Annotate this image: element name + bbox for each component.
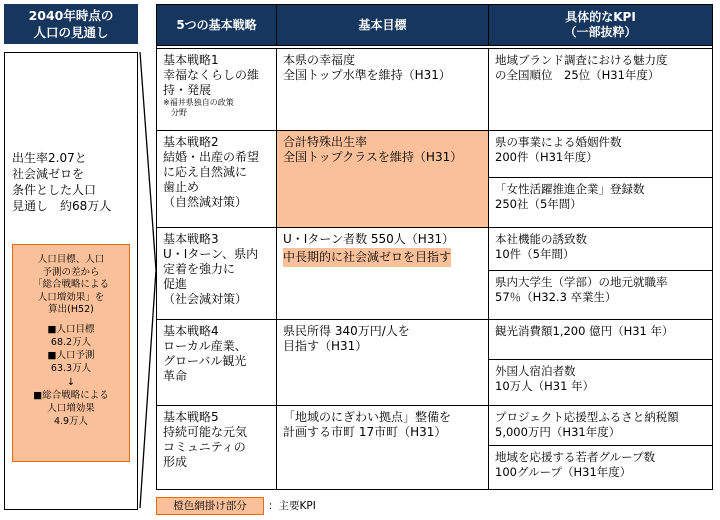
goal-cell: 本県の幸福度 全国トップ水準を維持（H31）: [277, 49, 489, 131]
header-basic-goals: 基本目標: [277, 5, 489, 46]
kpi-cell: [489, 228, 713, 320]
population-forecast-value: 63.3万人: [50, 363, 92, 374]
population-target-label: ■人口目標: [47, 324, 95, 335]
population-target-value: 68.2万人: [50, 337, 92, 348]
population-effect-label: ■総合戦略による 人口増効果: [33, 390, 109, 414]
strategy-cell: 基本戦略5 持続可能な元気 コミュニティの 形成: [157, 406, 277, 490]
strategy-cell: 基本戦略1 幸福なくらしの維 持・発展 ※福井県独自の政策 分野: [157, 49, 277, 131]
goal-highlight: 中長期的に社会減ゼロを目指す: [283, 248, 451, 267]
goal-highlight: 合計特殊出生率 全国トップクラスを維持（H31）: [277, 131, 488, 227]
kpi-cell: [489, 320, 713, 406]
population-forecast-label: ■人口予測: [47, 350, 95, 361]
header-strategies: 5つの基本戦略: [157, 5, 277, 46]
goal-cell: [277, 228, 489, 320]
table-row: [157, 406, 713, 490]
kpi-cell: [489, 406, 713, 490]
strategy-cell: 基本戦略3 U・Iターン、県内 定着を強力に 促進 （社会減対策）: [157, 228, 277, 320]
table-row: [157, 228, 713, 320]
population-projection-text: 出生率2.07と 社会減ゼロを 条件とした人口 見通し 約68万人: [12, 151, 112, 213]
population-effect-value: 4.9万人: [53, 416, 89, 427]
strategy-cell: 基本戦略4 ローカル産業、 グローバル観光 革命: [157, 320, 277, 406]
kpi-item: 地域を応援する若者グループ数 100グループ（H31年度）: [495, 450, 656, 479]
kpi-cell: [489, 49, 713, 131]
legend-description: ：主要KPI: [268, 500, 316, 512]
kpi-item: 本社機能の誘致数 10件（5年間）: [489, 228, 712, 271]
goal-cell: [277, 131, 489, 228]
goal-cell: 「地域のにぎわい拠点」整備を 計画する市町 17市町（H31）: [277, 406, 489, 490]
down-arrow-icon: ↓: [66, 377, 76, 388]
table-header-row: [157, 5, 713, 46]
strategy-note: ※福井県独自の政策 分野: [163, 98, 234, 117]
goal-plain: U・Iターン者数 550人（H31）: [283, 232, 455, 246]
kpi-item: 外国人宿泊者数 10万人（H31 年）: [495, 364, 595, 393]
kpi-item: 県の事業による婚姻件数 200件（H31年度）: [489, 131, 712, 178]
legend-swatch: 橙色網掛け部分: [156, 497, 264, 515]
population-effect-intro: 人口目標、人口 予測の差から 「総合戦略による 人口増効果」を 算出(H52): [32, 254, 109, 315]
population-outlook-header: 2040年時点の 人口の見通し: [4, 4, 138, 44]
kpi-item: 地域ブランド調査における魅力度 の全国順位 25位（H31年度）: [495, 53, 668, 82]
table-row: [157, 49, 713, 131]
kpi-item: プロジェクト応援型ふるさと納税額 5,000万円（H31年度）: [489, 406, 712, 446]
kpi-cell: [489, 131, 713, 228]
header-kpi: 具体的なKPI （一部抜粋）: [489, 5, 713, 46]
kpi-item: 「女性活躍推進企業」登録数 250社（5年間）: [495, 182, 645, 211]
kpi-item: 県内大学生（学部）の地元就職率 57％（H32.3 卒業生）: [495, 275, 668, 304]
table-row: [157, 131, 713, 228]
strategy-cell: 基本戦略2 結婚・出産の希望 に応え自然減に 歯止め （自然減対策）: [157, 131, 277, 228]
goal-cell: 県民所得 340万円/人を 目指す（H31）: [277, 320, 489, 406]
strategy-table: [156, 4, 713, 490]
kpi-item: 観光消費額1,200 億円（H31 年）: [489, 320, 712, 360]
table-row: [157, 320, 713, 406]
